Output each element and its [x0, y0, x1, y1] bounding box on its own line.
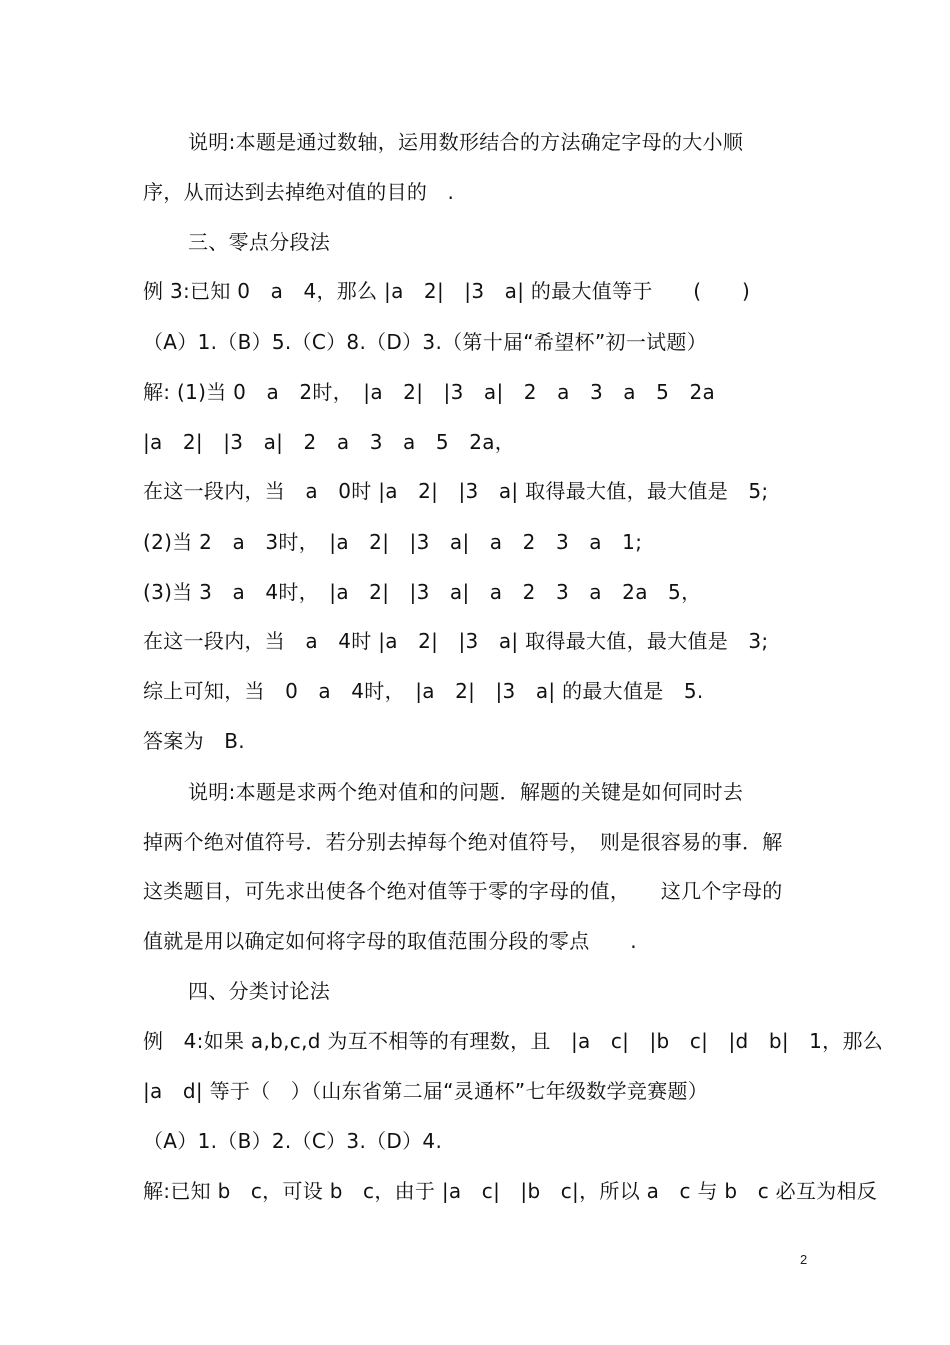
text-line-10: (3)当 3 a 4时， |a 2| |3 a| a 2 3 a 2a 5，	[143, 580, 702, 604]
text-line-12: 综上可知，当 0 a 4时， |a 2| |3 a| 的最大值是 5.	[143, 679, 704, 703]
text-line-4: 例 3:已知 0 a 4，那么 |a 2| |3 a| 的最大值等于 ( )	[143, 279, 751, 303]
text-line-11: 在这一段内，当 a 4时 |a 2| |3 a| 取得最大值，最大值是 3;	[143, 629, 769, 653]
page-number: 2	[800, 1252, 808, 1267]
text-line-8: 在这一段内，当 a 0时 |a 2| |3 a| 取得最大值，最大值是 5;	[143, 479, 769, 503]
text-line-2: 序，从而达到去掉绝对值的目的 .	[143, 180, 455, 204]
text-line-20: |a d| 等于（ ）（山东省第二届“灵通杯”七年级数学竞赛题）	[143, 1079, 709, 1103]
text-line-18: 四、分类讨论法	[188, 979, 331, 1003]
text-line-15: 掉两个绝对值符号．若分别去掉每个绝对值符号， 则是很容易的事．解	[143, 830, 783, 854]
text-line-21: （A）1.（B）2.（C）3.（D）4.	[143, 1129, 443, 1153]
text-line-1: 说明:本题是通过数轴，运用数形结合的方法确定字母的大小顺	[188, 130, 744, 154]
text-line-17: 值就是用以确定如何将字母的取值范围分段的零点 .	[143, 929, 637, 953]
text-line-22: 解:已知 b c，可设 b c，由于 |a c| |b c|，所以 a c 与 b c 必互为相反	[143, 1179, 878, 1203]
text-line-14: 说明:本题是求两个绝对值和的问题．解题的关键是如何同时去	[188, 780, 744, 804]
text-line-9: (2)当 2 a 3时， |a 2| |3 a| a 2 3 a 1;	[143, 530, 643, 554]
text-line-13: 答案为 B.	[143, 729, 245, 753]
text-line-19: 例 4:如果 a,b,c,d 为互不相等的有理数，且 |a c| |b c| |d b| 1，那么	[143, 1029, 884, 1053]
text-line-16: 这类题目，可先求出使各个绝对值等于零的字母的值， 这几个字母的	[143, 879, 783, 903]
text-line-3: 三、零点分段法	[188, 230, 331, 254]
text-line-6: 解: (1)当 0 a 2时， |a 2| |3 a| 2 a 3 a 5 2a	[143, 380, 716, 404]
text-line-5: （A）1.（B）5.（C）8.（D）3.（第十届“希望杯”初一试题）	[143, 330, 708, 354]
text-line-7: |a 2| |3 a| 2 a 3 a 5 2a，	[143, 430, 516, 454]
